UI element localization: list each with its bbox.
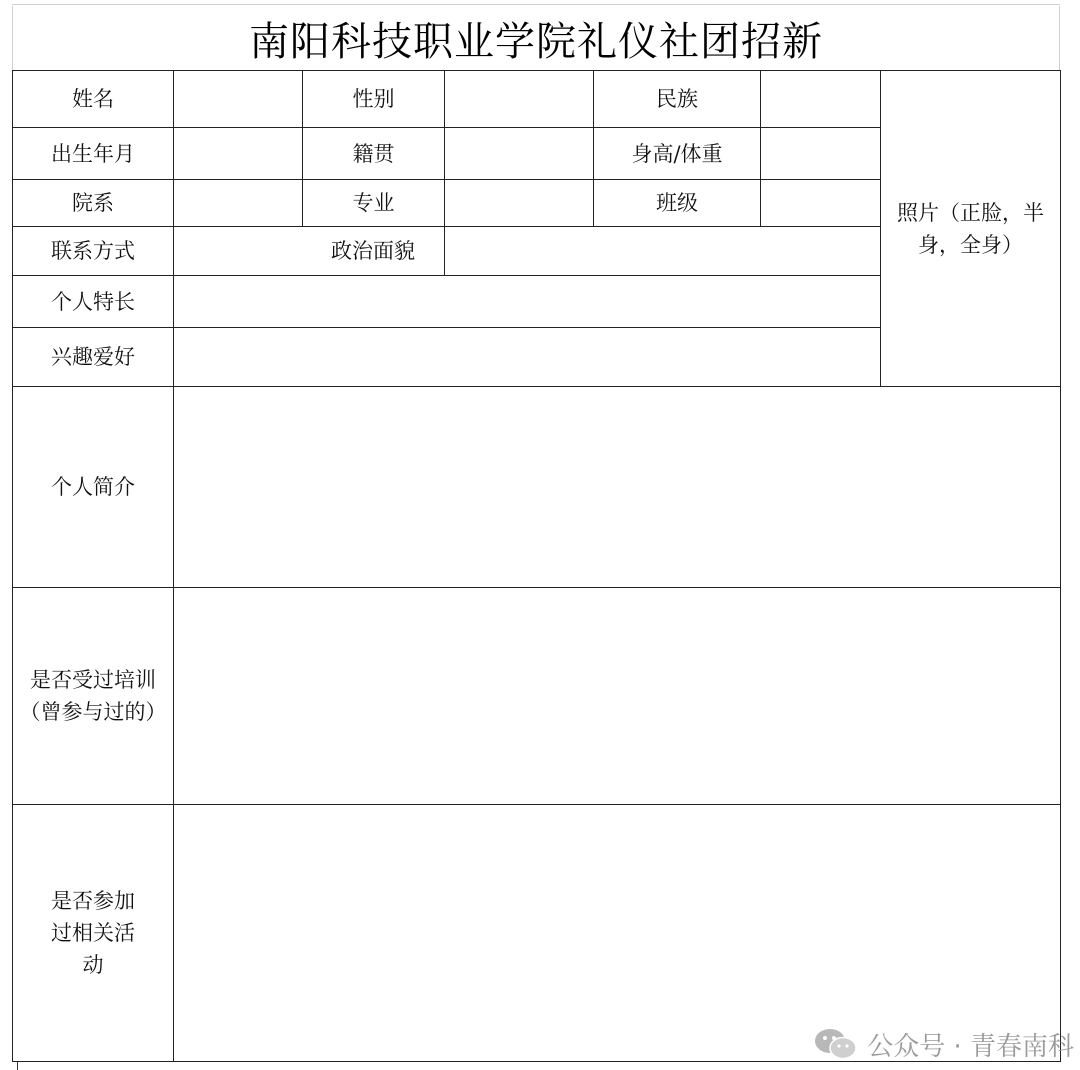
birth-field[interactable] <box>174 128 303 180</box>
major-field[interactable] <box>445 180 594 227</box>
training-field[interactable] <box>174 588 1061 805</box>
activities-label: 是否参加过相关活动 <box>13 805 174 1062</box>
name-label: 姓名 <box>13 71 174 128</box>
specialty-field[interactable] <box>174 276 881 328</box>
form-title: 南阳科技职业学院礼仪社团招新 <box>12 6 1060 70</box>
ethnicity-label: 民族 <box>594 71 761 128</box>
photo-cell[interactable]: 照片（正脸，半身，全身） <box>881 71 1061 387</box>
hobbies-field[interactable] <box>174 328 881 387</box>
ethnicity-field[interactable] <box>761 71 881 128</box>
contact-field[interactable] <box>174 227 445 276</box>
political-label: 政治面貌 <box>331 239 415 263</box>
page-top-rule <box>12 4 1060 5</box>
contact-label: 联系方式 <box>13 227 174 276</box>
gender-field[interactable] <box>445 71 594 128</box>
gender-label: 性别 <box>303 71 445 128</box>
watermark-text: 公众号 · 青春南科 <box>867 1031 1074 1062</box>
watermark <box>813 1024 1074 1064</box>
political-field[interactable] <box>445 227 881 276</box>
activities-field[interactable] <box>174 805 1061 1062</box>
department-field[interactable] <box>174 180 303 227</box>
training-label: 是否受过培训（曾参与过的） <box>13 588 174 805</box>
application-form-table <box>12 70 1061 1062</box>
height-weight-label: 身高/体重 <box>594 128 761 180</box>
hobbies-label: 兴趣爱好 <box>13 328 174 387</box>
hometown-label: 籍贯 <box>303 128 445 180</box>
text-cursor <box>17 1062 18 1070</box>
major-label: 专业 <box>303 180 445 227</box>
wechat-icon <box>813 1027 859 1061</box>
height-weight-field[interactable] <box>761 128 881 180</box>
specialty-label: 个人特长 <box>13 276 174 328</box>
name-field[interactable] <box>174 71 303 128</box>
birth-label: 出生年月 <box>13 128 174 180</box>
department-label: 院系 <box>13 180 174 227</box>
hometown-field[interactable] <box>445 128 594 180</box>
class-field[interactable] <box>761 180 881 227</box>
class-label: 班级 <box>594 180 761 227</box>
profile-field[interactable] <box>174 387 1061 588</box>
profile-label: 个人简介 <box>13 387 174 588</box>
